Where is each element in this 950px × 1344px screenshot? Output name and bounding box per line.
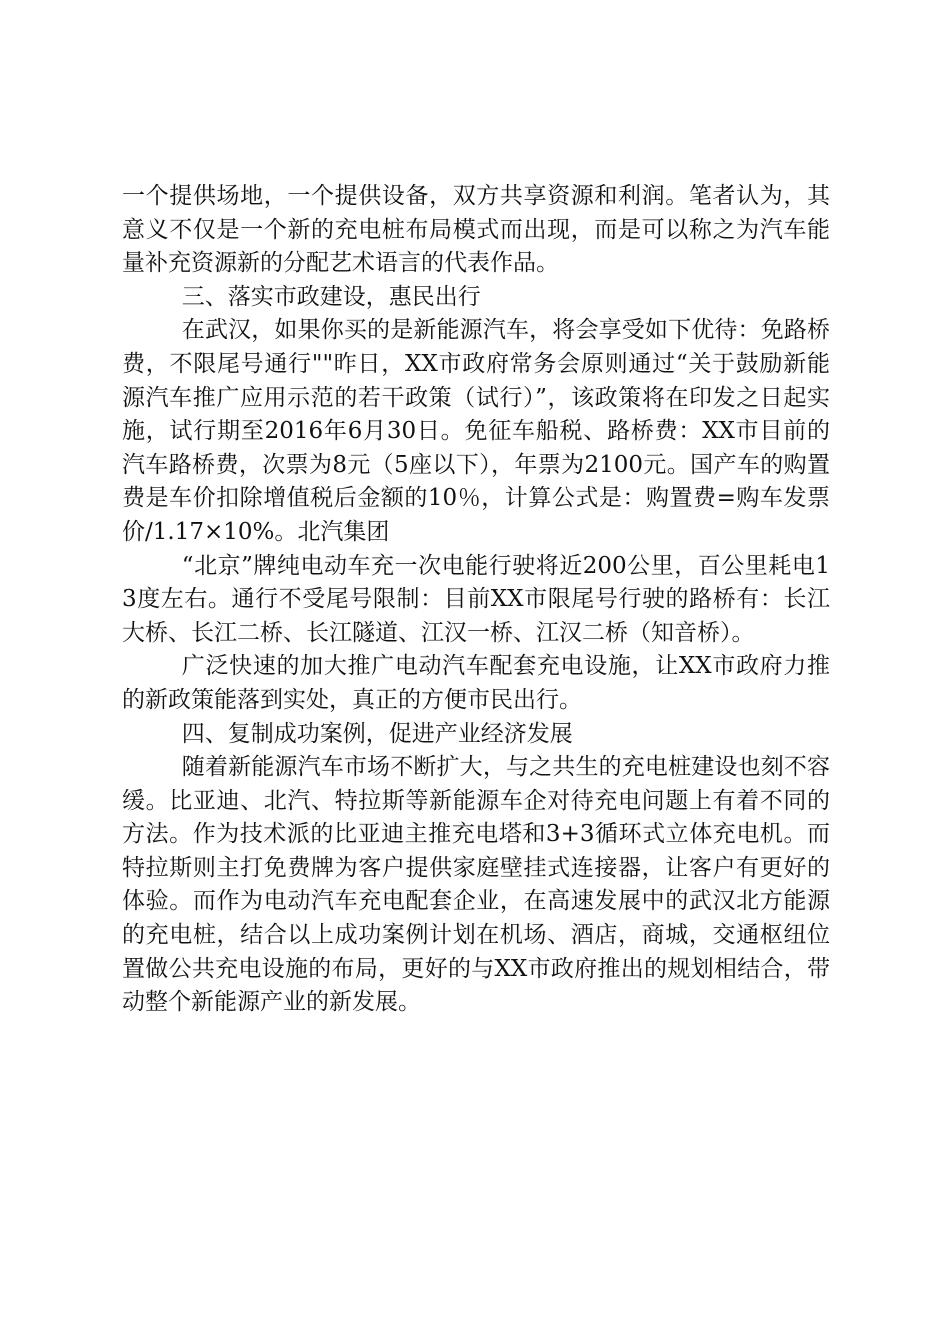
paragraph-wuhan-incentives: 在武汉，如果你买的是新能源汽车，将会享受如下优待：免路桥费，不限尾号通行""昨日，XX市政府常务会原则通过“关于鼓励新能源汽车推广应用示范的若干政策（试行）”，该政策将在印发之日起实施，试行期至2016年6月30日。免征车船税、路桥费：XX市目前的汽车路桥费，次票为8元（5座以下），年票为2100元。国产车的购置费是车价扣除增值税后金额的10％，计算公式是：购置费=购车发票价/1.17×10%。北汽集团 bbox=[122, 317, 830, 545]
paragraph-continuation: 一个提供场地，一个提供设备，双方共享资源和利润。笔者认为，其意义不仅是一个新的充电桩布局模式而出现，而是可以称之为汽车能量补充资源新的分配艺术语言的代表作品。 bbox=[122, 183, 830, 277]
section-heading-3: 三、落实市政建设，惠民出行 bbox=[181, 283, 481, 310]
paragraph-beijing-ev: “北京”牌纯电动车充一次电能行驶将近200公里，百公里耗电13度左右。通行不受尾号限制：目前XX市限尾号行驶的路桥有：长江大桥、长江二桥、长江隧道、江汉一桥、江汉二桥（知音桥）。 bbox=[122, 552, 830, 646]
document-body bbox=[122, 180, 830, 1020]
section-heading-4: 四、复制成功案例，促进产业经济发展 bbox=[181, 720, 573, 747]
paragraph-success-cases: 随着新能源汽车市场不断扩大，与之共生的充电桩建设也刻不容缓。比亚迪、北汽、特拉斯等新能源车企对待充电问题上有着不同的方法。作为技术派的比亚迪主推充电塔和3+3循环式立体充电机。而特拉斯则主打免费牌为客户提供家庭壁挂式连接器，让客户有更好的体验。而作为电动汽车充电配套企业，在高速发展中的武汉北方能源的充电桩，结合以上成功案例计划在机场、酒店，商城，交通枢纽位置做公共充电设施的布局，更好的与XX市政府推出的规划相结合，带动整个新能源产业的新发展。 bbox=[122, 754, 830, 1016]
paragraph-charging-promotion: 广泛快速的加大推广电动汽车配套充电设施，让XX市政府力推的新政策能落到实处，真正的方便市民出行。 bbox=[122, 653, 830, 713]
